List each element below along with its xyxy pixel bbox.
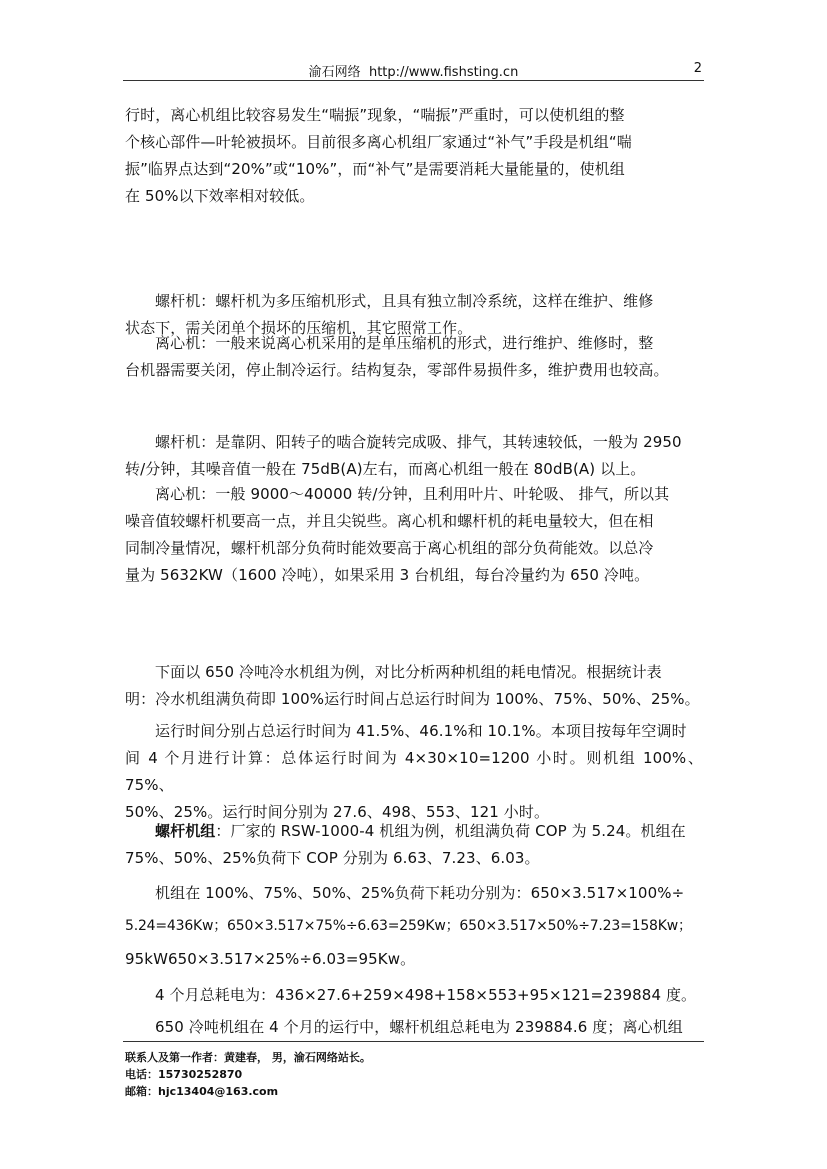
text-line: 个核心部件—叶轮被损坏。目前很多离心机组厂家通过“补气”手段是机组“喘	[125, 133, 632, 151]
text-line: 离心机：一般 9000～40000 转/分钟，且利用叶片、叶轮吸、 排气，所以其	[155, 485, 670, 503]
header-url[interactable]: http://www.fishsting.cn	[368, 65, 519, 80]
text-line	[125, 818, 703, 845]
text-line: 螺杆机：螺杆机为多压缩机形式，且具有独立制冷系统，这样在维护、维修	[155, 292, 654, 310]
page-number: 2	[693, 61, 702, 76]
text-line: 明：冷水机组满负荷即 100%运行时间占总运行时间为 100%、75%、50%、25%。	[125, 690, 700, 708]
paragraph-11	[125, 1014, 703, 1041]
text-line: 量为 5632KW（1600 冷吨），如果采用 3 台机组，每台冷量约为 650 冷吨。	[125, 566, 650, 584]
text-line: 50%、25%。运行时间分别为 27.6、498、553、121 小时。	[125, 803, 550, 821]
text-line: 螺杆机：是靠阴、阳转子的啮合旋转完成吸、排气，其转速较低，一般为 2950	[155, 433, 682, 451]
paragraph-3	[125, 330, 703, 384]
paragraph-8	[125, 818, 703, 872]
page-header	[123, 58, 704, 81]
text-line: 振”临界点达到“20%”或“10%”，而“补气”是需要消耗大量能量的，使机组	[125, 160, 625, 178]
text-line: 行时，离心机组比较容易发生“喘振”现象，“喘振”严重时，可以使机组的整	[125, 106, 625, 124]
text-line: 在 50%以下效率相对较低。	[125, 187, 315, 205]
footer-divider	[123, 1041, 704, 1042]
paragraph-1	[125, 102, 703, 210]
text-line: 运行时间分别占总运行时间为 41.5%、46.1%和 10.1%。本项目按每年空调时	[155, 722, 687, 740]
paragraph-4	[125, 429, 703, 483]
footer-phone: 电话：15730252870	[125, 1068, 243, 1081]
header-site: 渝石网络	[308, 65, 361, 80]
text-line: 离心机：一般来说离心机采用的是单压缩机的形式，进行维护、维修时，整	[155, 334, 654, 352]
text-line: 下面以 650 冷吨冷水机组为例，对比分析两种机组的耗电情况。根据统计表	[155, 663, 662, 681]
text-line: 机组在 100%、75%、50%、25%负荷下耗功分别为：650×3.517×100%÷	[155, 884, 685, 902]
text-line: 95kW650×3.517×25%÷6.03=95Kw。	[125, 950, 416, 968]
text-line: 台机器需要关闭，停止制冷运行。结构复杂，零部件易损件多，维护费用也较高。	[125, 361, 669, 379]
paragraph-7	[125, 718, 703, 826]
bold-term: 螺杆机组	[155, 822, 216, 840]
paragraph-10	[125, 982, 703, 1009]
text-line: 状态下，需关闭单个损坏的压缩机，其它照常工作。	[125, 319, 473, 337]
text-line: 650 冷吨机组在 4 个月的运行中，螺杆机组总耗电为 239884.6 度；离心机组	[155, 1018, 683, 1036]
paragraph-5	[125, 481, 703, 589]
footer-email[interactable]: 邮箱：hjc13404@163.com	[125, 1085, 279, 1098]
paragraph-6	[125, 659, 703, 713]
text-line: 同制冷量情况，螺杆机部分负荷时能效要高于离心机组的部分负荷能效。以总冷	[125, 539, 654, 557]
page-footer	[125, 1049, 371, 1100]
paragraph-9	[125, 880, 703, 973]
text-line: 噪音值较螺杆机要高一点，并且尖锐些。离心机和螺杆机的耗电量较大，但在相	[125, 512, 654, 530]
text-line: 5.24=436Kw；650×3.517×75%÷6.63=259Kw；650×3.517×50%÷7.23=158Kw；	[125, 918, 692, 934]
text-line: 转/分钟，其噪音值一般在 75dB(A)左右，而离心机组一般在 80dB(A) 以上。	[125, 460, 646, 478]
footer-contact: 联系人及第一作者：黄建春， 男，渝石网络站长。	[125, 1051, 371, 1064]
text-line: 4 个月总耗电为：436×27.6+259×498+158×553+95×121=239884 度。	[155, 986, 697, 1004]
header-title	[123, 61, 704, 80]
text-line: 间 4 个月进行计算：总体运行时间为 4×30×10=1200 小时。则机组 100%、75%、	[125, 749, 703, 794]
text-line: 75%、50%、25%负荷下 COP 分别为 6.63、7.23、6.03。	[125, 849, 540, 867]
text-span: ：厂家的 RSW-1000-4 机组为例，机组满负荷 COP 为 5.24。机组在	[215, 822, 686, 840]
